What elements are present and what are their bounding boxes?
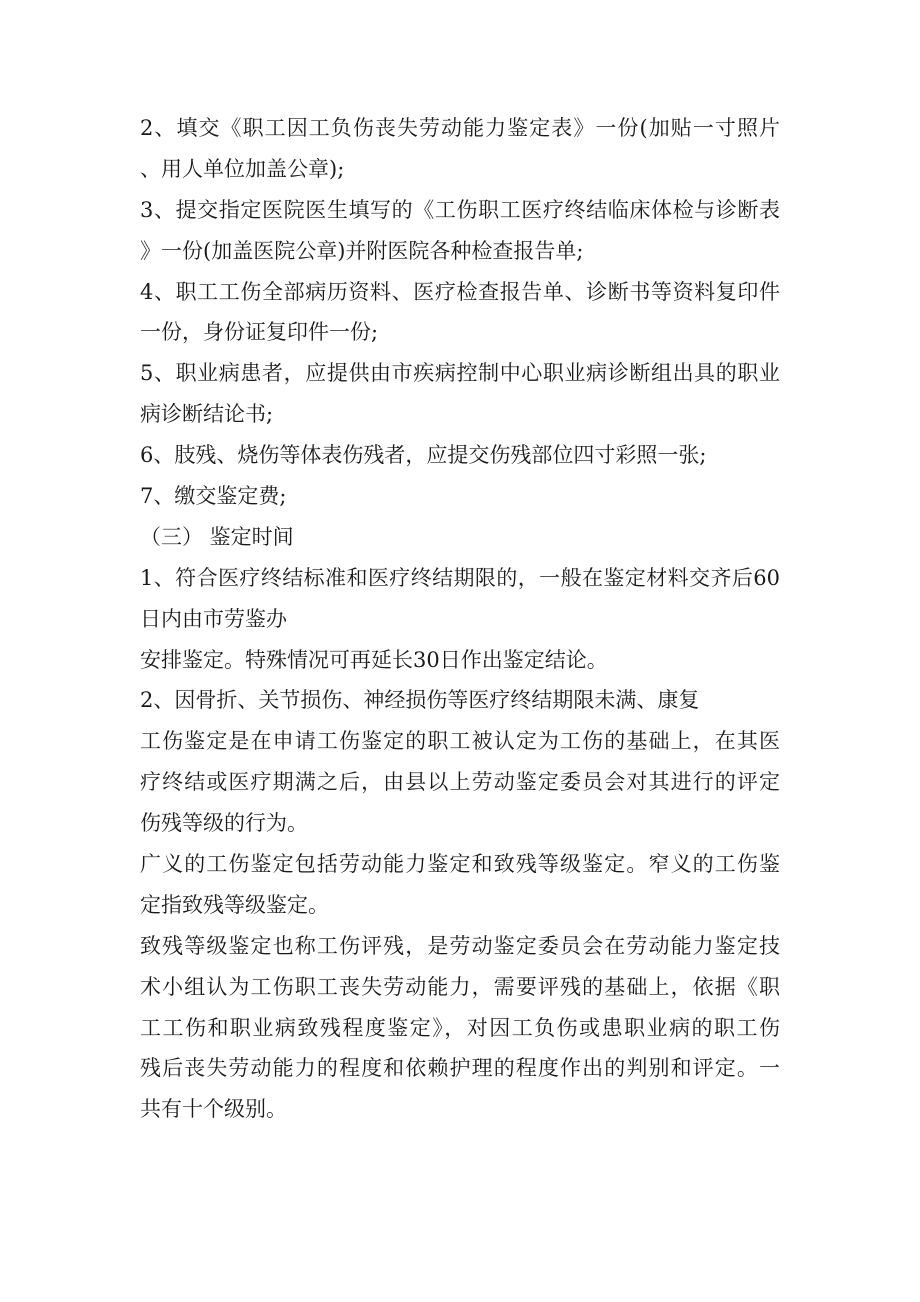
text-line: 共有十个级别。 — [140, 1097, 287, 1122]
text-line: 伤残等级的行为。 — [140, 811, 308, 836]
text-line: 6、肢残、烧伤等体表伤残者，应提交伤残部位四寸彩照一张; — [140, 443, 707, 468]
text-line: 、用人单位加盖公章); — [140, 156, 345, 181]
text-line: 定指致残等级鉴定。 — [140, 892, 329, 917]
text-line: 7、缴交鉴定费; — [140, 484, 287, 509]
text-line: 日内由市劳鉴办 — [140, 606, 287, 631]
text-line: 残后丧失劳动能力的程度和依赖护理的程度作出的判别和评定。一 — [140, 1056, 780, 1081]
text-line: 工伤鉴定是在申请工伤鉴定的职工被认定为工伤的基础上，在其医 — [140, 729, 780, 754]
text-line: 3、提交指定医院医生填写的《工伤职工医疗终结临床体检与诊断表 — [140, 197, 780, 222]
text-line: 2、因骨折、关节损伤、神经损伤等医疗终结期限未满、康复 — [140, 688, 700, 713]
text-line: 安排鉴定。特殊情况可再延长30日作出鉴定结论。 — [140, 647, 608, 672]
document-body — [140, 108, 780, 1130]
text-line: 病诊断结论书; — [140, 402, 274, 427]
text-line: 工工伤和职业病致残程度鉴定》，对因工负伤或患职业病的职工伤 — [140, 1015, 780, 1040]
text-line: 致残等级鉴定也称工伤评残，是劳动鉴定委员会在劳动能力鉴定技 — [140, 933, 780, 958]
text-line: 一份，身份证复印件一份; — [140, 320, 379, 345]
text-line: 》一份(加盖医院公章)并附医院各种检查报告单; — [140, 238, 584, 263]
text-line: 2、填交《职工因工负伤丧失劳动能力鉴定表》一份(加贴一寸照片 — [140, 116, 780, 140]
section-heading: （三） 鉴定时间 — [140, 524, 294, 549]
text-line: 4、职工工伤全部病历资料、医疗检查报告单、诊断书等资料复印件 — [140, 279, 780, 304]
text-line: 术小组认为工伤职工丧失劳动能力，需要评残的基础上，依据《职 — [140, 974, 780, 999]
text-line: 5、职业病患者，应提供由市疾病控制中心职业病诊断组出具的职业 — [140, 361, 780, 386]
text-line: 广义的工伤鉴定包括劳动能力鉴定和致残等级鉴定。窄义的工伤鉴 — [140, 852, 780, 877]
text-line: 疗终结或医疗期满之后，由县以上劳动鉴定委员会对其进行的评定 — [140, 770, 780, 795]
text-line: 1、符合医疗终结标准和医疗终结期限的，一般在鉴定材料交齐后60 — [140, 565, 780, 590]
